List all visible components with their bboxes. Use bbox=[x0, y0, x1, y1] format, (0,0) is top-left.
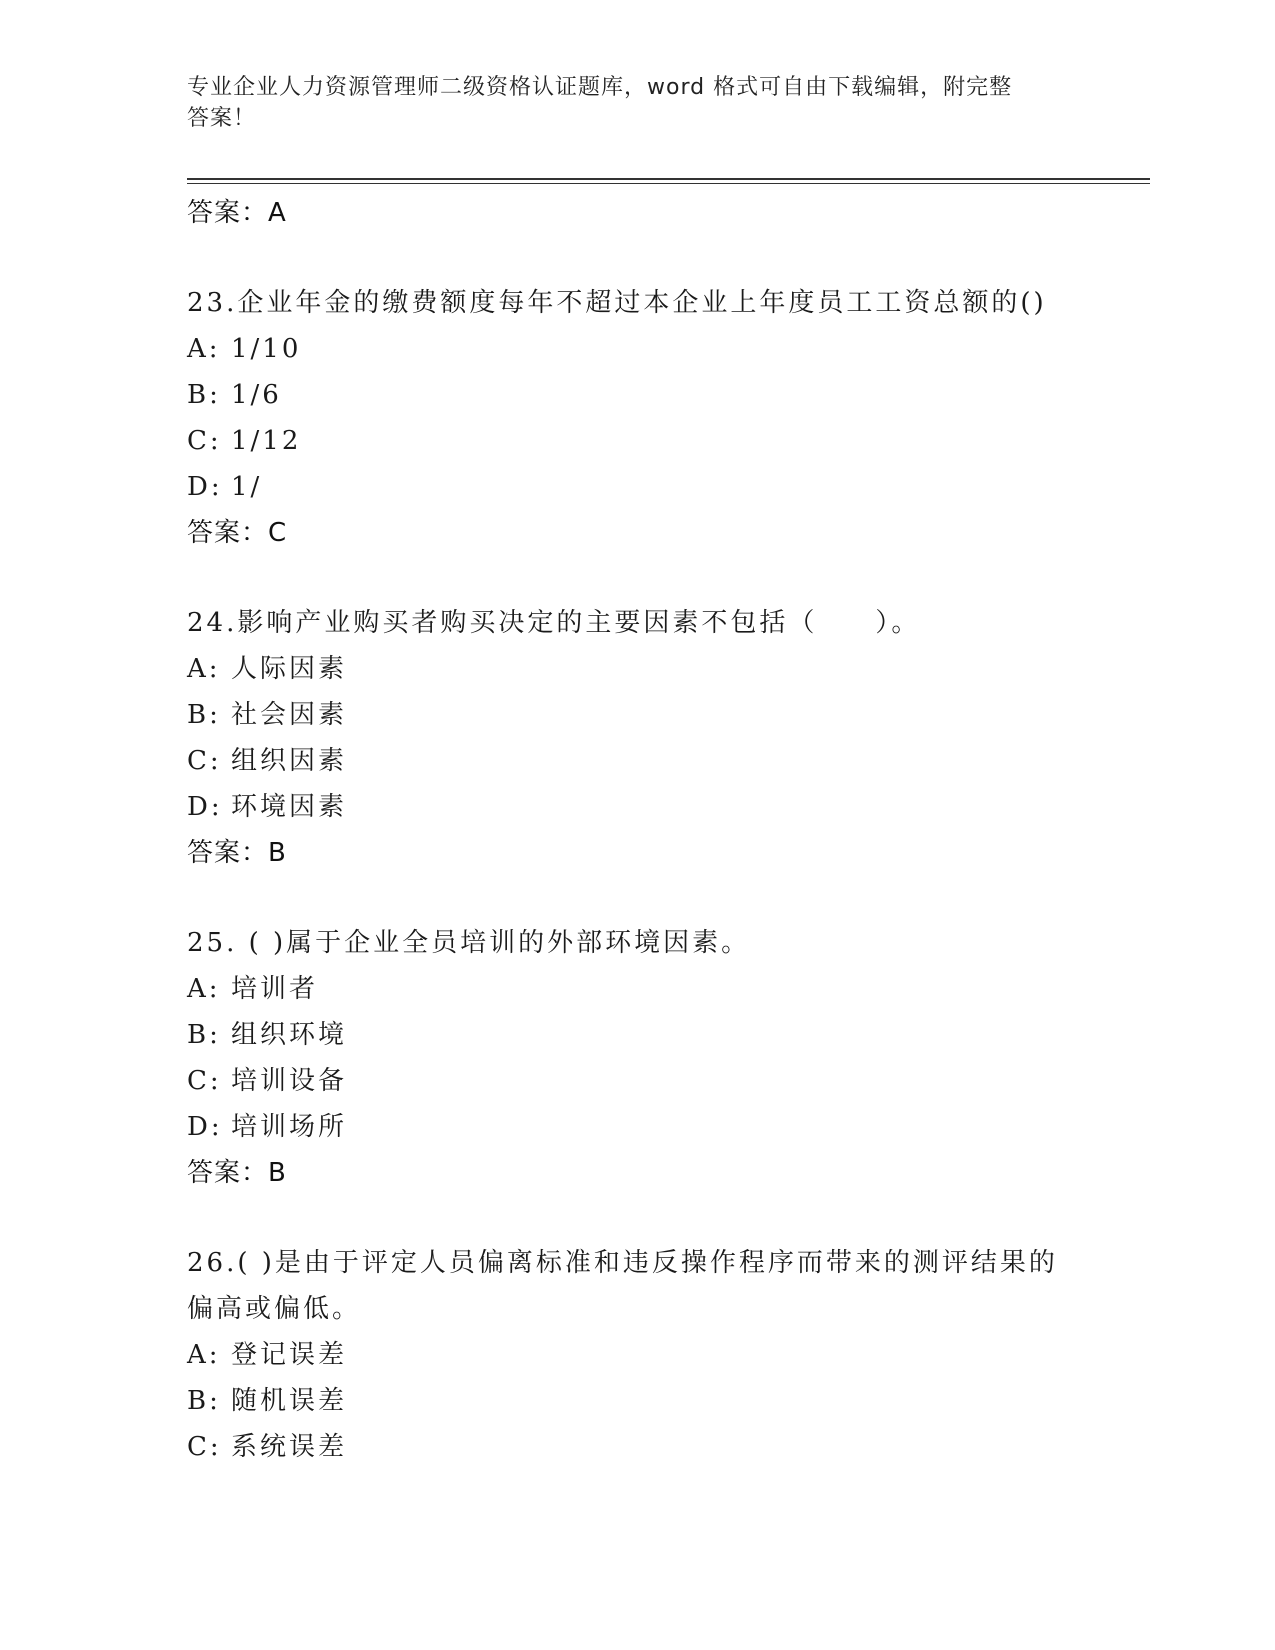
option-b bbox=[187, 1012, 1147, 1058]
question-block bbox=[187, 1240, 1147, 1470]
spacer bbox=[187, 236, 1147, 280]
option-c bbox=[187, 418, 1147, 464]
option-a bbox=[187, 1332, 1147, 1378]
option-key: C: bbox=[187, 746, 222, 776]
option-key: D: bbox=[187, 472, 223, 502]
option-key: A: bbox=[187, 654, 221, 684]
answer-label: 答案：A bbox=[187, 198, 287, 228]
answer-label: 答案：B bbox=[187, 1158, 287, 1188]
option-b bbox=[187, 692, 1147, 738]
answer-label: 答案：C bbox=[187, 518, 288, 548]
question-text: 23.企业年金的缴费额度每年不超过本企业上年度员工工资总额的() bbox=[187, 288, 1047, 318]
question-block bbox=[187, 280, 1147, 556]
option-key: B: bbox=[187, 700, 221, 730]
question-list bbox=[187, 190, 1147, 1470]
option-d bbox=[187, 784, 1147, 830]
question-block bbox=[187, 920, 1147, 1196]
question-text-continued: 偏高或偏低。 bbox=[187, 1294, 362, 1324]
option-a bbox=[187, 966, 1147, 1012]
option-key: C: bbox=[187, 426, 222, 456]
option-text: 1/10 bbox=[231, 334, 302, 364]
answer-label: 答案：B bbox=[187, 838, 287, 868]
option-b bbox=[187, 1378, 1147, 1424]
header-divider-thin bbox=[187, 183, 1150, 184]
option-c bbox=[187, 1058, 1147, 1104]
option-d bbox=[187, 464, 1147, 510]
document-header bbox=[187, 72, 1087, 134]
option-a bbox=[187, 646, 1147, 692]
option-key: A: bbox=[187, 334, 221, 364]
option-text: 系统误差 bbox=[231, 1432, 348, 1462]
spacer bbox=[187, 1196, 1147, 1240]
option-text: 组织因素 bbox=[231, 746, 348, 776]
question-text: 25. ( )属于企业全员培训的外部环境因素。 bbox=[187, 928, 751, 958]
option-c bbox=[187, 1424, 1147, 1470]
option-text: 1/ bbox=[231, 472, 263, 502]
question-text: 26.( )是由于评定人员偏离标准和违反操作程序而带来的测评结果的 bbox=[187, 1248, 1058, 1278]
option-key: D: bbox=[187, 792, 223, 822]
option-text: 培训设备 bbox=[231, 1066, 348, 1096]
option-b bbox=[187, 372, 1147, 418]
option-key: B: bbox=[187, 1020, 221, 1050]
option-text: 培训场所 bbox=[231, 1112, 348, 1142]
option-text: 社会因素 bbox=[231, 700, 348, 730]
option-key: C: bbox=[187, 1066, 222, 1096]
option-text: 登记误差 bbox=[231, 1340, 348, 1370]
question-block bbox=[187, 600, 1147, 876]
header-line-2: 答案！ bbox=[187, 106, 257, 131]
option-text: 1/12 bbox=[231, 426, 302, 456]
header-line-1: 专业企业人力资源管理师二级资格认证题库，word 格式可自由下载编辑，附完整 bbox=[187, 75, 1013, 100]
option-key: A: bbox=[187, 974, 221, 1004]
spacer bbox=[187, 876, 1147, 920]
spacer bbox=[187, 556, 1147, 600]
option-text: 1/6 bbox=[231, 380, 282, 410]
option-text: 环境因素 bbox=[231, 792, 348, 822]
question-text: 24.影响产业购买者购买决定的主要因素不包括（ ）。 bbox=[187, 608, 921, 638]
header-divider-thick bbox=[187, 178, 1150, 180]
option-c bbox=[187, 738, 1147, 784]
option-key: D: bbox=[187, 1112, 223, 1142]
option-text: 随机误差 bbox=[231, 1386, 348, 1416]
option-key: A: bbox=[187, 1340, 221, 1370]
option-key: B: bbox=[187, 380, 221, 410]
option-text: 培训者 bbox=[231, 974, 319, 1004]
option-key: B: bbox=[187, 1386, 221, 1416]
option-a bbox=[187, 326, 1147, 372]
option-text: 组织环境 bbox=[231, 1020, 348, 1050]
option-text: 人际因素 bbox=[231, 654, 348, 684]
option-d bbox=[187, 1104, 1147, 1150]
option-key: C: bbox=[187, 1432, 222, 1462]
